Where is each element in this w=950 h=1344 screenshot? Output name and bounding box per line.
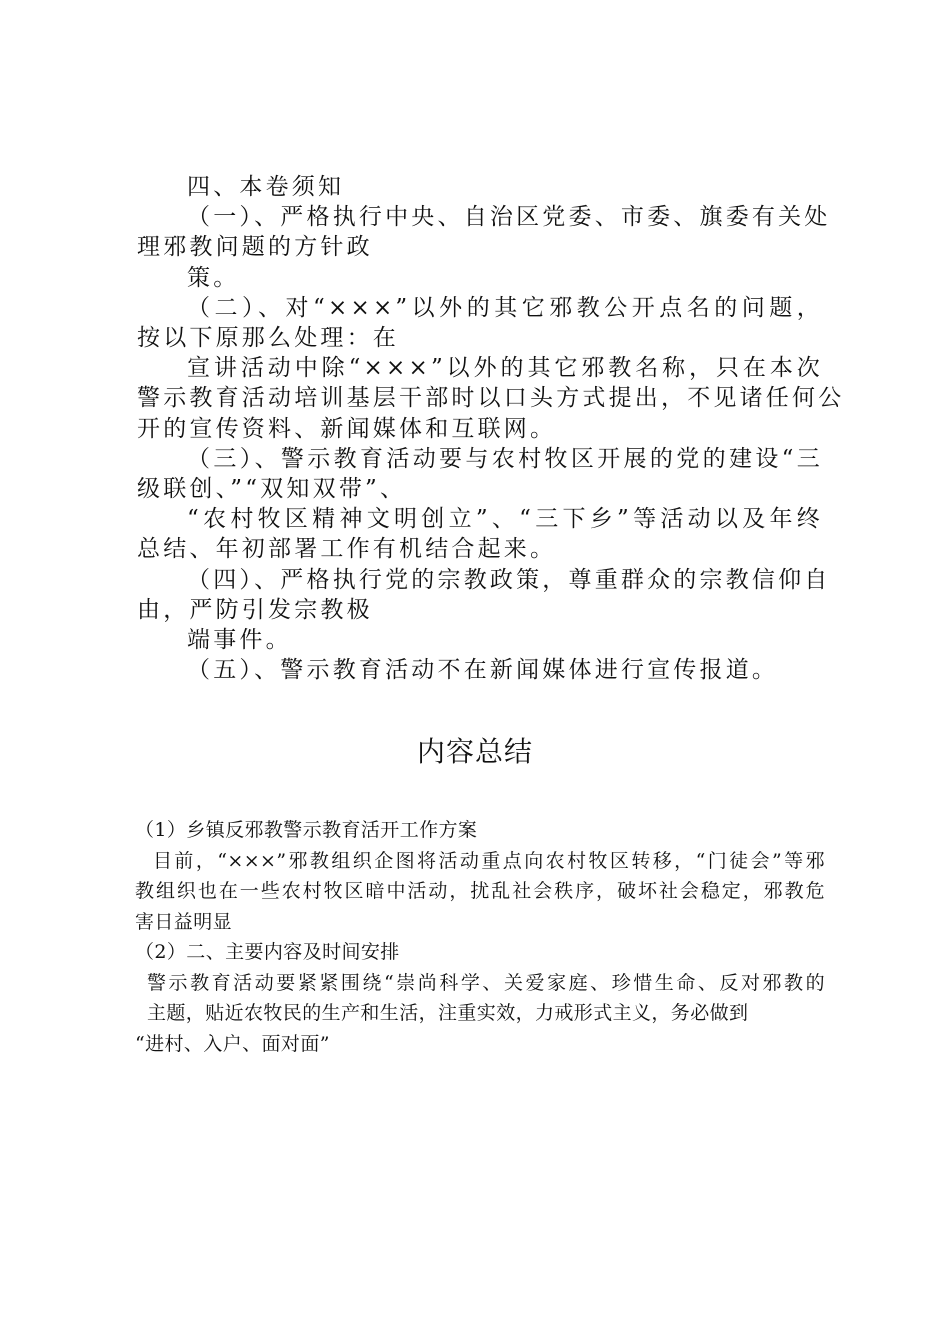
summary-point-1-heading: （1）乡镇反邪教警示教育活开工作方案 (135, 819, 478, 841)
summary-section (135, 815, 825, 1059)
item-2-line-5: 开的宣传资料、新闻媒体和互联网。 (137, 415, 557, 442)
summary-point-2-line-3: “进村、入户、面对面” (135, 1032, 330, 1055)
summary-point-1-line-1: 目前，“×××”邪教组织企图将活动重点向农村牧区转移，“门徒会”等邪 (153, 849, 825, 872)
item-3-line-3: “农村牧区精神文明创立”、“三下乡”等活动以及年终 (187, 506, 823, 533)
summary-title: 内容总结 (416, 735, 533, 768)
summary-point-1-line-3: 害日益明显 (135, 910, 233, 933)
item-4-line-3: 端事件。 (187, 627, 292, 654)
item-1-line-1: （一）、严格执行中央、自治区党委、市委、旗委有关处 (187, 204, 831, 231)
item-2-line-2: 按以下原那么处理：在 (137, 325, 399, 352)
item-3-line-2: 级联创、”“双知双带”、 (137, 476, 407, 503)
summary-point-2-heading: （2）二、主要内容及时间安排 (135, 941, 400, 963)
section-heading: 四、本卷须知 (187, 174, 345, 200)
item-1-line-3: 策。 (187, 264, 240, 291)
summary-point-2-line-2: 主题，贴近农牧民的生产和生活，注重实效，力戒形式主义，务必做到 (147, 1002, 749, 1024)
item-2-line-3: 宣讲活动中除“×××”以外的其它邪教名称，只在本次 (187, 355, 823, 382)
item-5-line-1: （五）、警示教育活动不在新闻媒体进行宣传报道。 (187, 657, 779, 684)
item-1-line-2: 理邪教问题的方针政 (137, 234, 373, 261)
item-4-line-2: 由，严防引发宗教极 (137, 596, 373, 623)
item-3-line-1: （三）、警示教育活动要与农村牧区开展的党的建设“三 (187, 445, 823, 472)
item-4-line-1: （四）、严格执行党的宗教政策，尊重群众的宗教信仰自 (187, 566, 831, 593)
item-2-line-1: （二）、对“×××”以外的其它邪教公开点名的问题， (187, 294, 823, 321)
notice-section (137, 172, 845, 685)
summary-point-1-line-2: 教组织也在一些农村牧区暗中活动，扰乱社会秩序，破坏社会稳定，邪教危 (135, 880, 825, 902)
item-3-line-4: 总结、年初部署工作有机结合起来。 (137, 536, 557, 563)
item-2-line-4: 警示教育活动培训基层干部时以口头方式提出，不见诸任何公 (137, 385, 845, 412)
summary-point-2-line-1: 警示教育活动要紧紧围绕“崇尚科学、关爱家庭、珍惜生命、反对邪教的 (147, 971, 825, 994)
